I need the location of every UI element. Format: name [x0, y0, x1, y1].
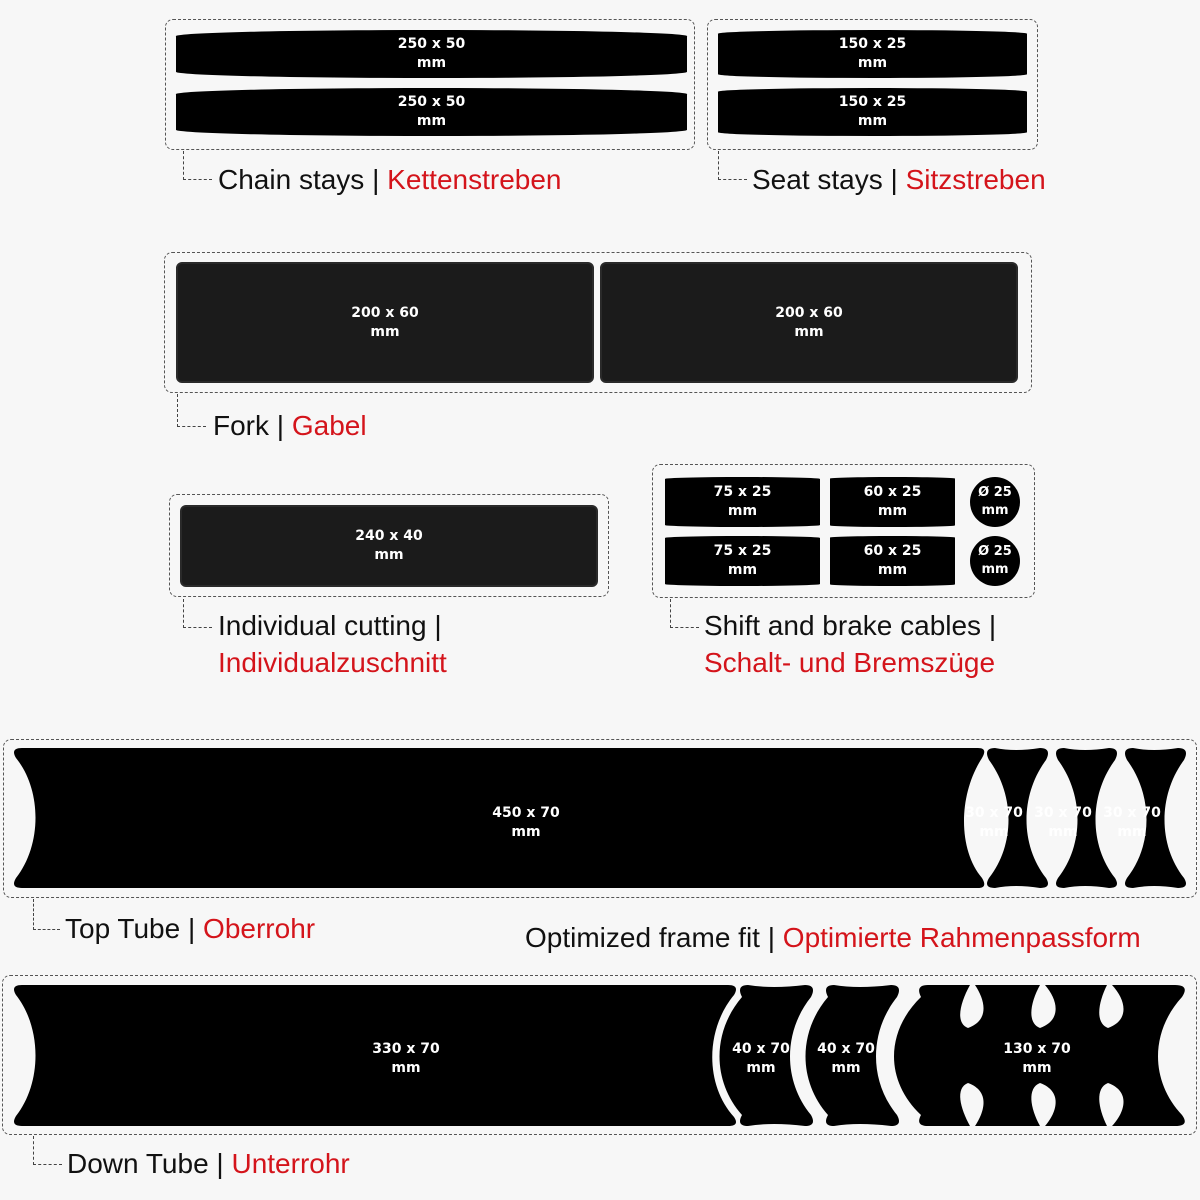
cables-label: Shift and brake cables | — [704, 610, 997, 641]
down-tube-leader — [33, 1136, 62, 1165]
piece-unit: mm — [727, 562, 758, 578]
piece-size: Ø 25 — [978, 485, 1012, 500]
piece-size: 75 x 25 — [713, 543, 772, 559]
piece-size: 150 x 25 — [838, 36, 907, 52]
piece-unit: mm — [981, 503, 1009, 518]
piece-size: Ø 25 — [978, 544, 1012, 559]
piece-size: 75 x 25 — [713, 484, 772, 500]
cables-label-de: Schalt- und Bremszüge — [704, 647, 996, 678]
frame-fit-label: Optimized frame fit | Optimierte Rahmenpassform — [525, 922, 1141, 953]
seat-stays-label: Seat stays | Sitzstreben — [752, 164, 1046, 195]
piece-size: 150 x 25 — [838, 94, 907, 110]
piece-size: 240 x 40 — [355, 528, 423, 544]
piece-unit: mm — [877, 562, 908, 578]
top-tube-small-text-2: 30 x 70 mm — [1034, 805, 1092, 840]
down-tube-label: Down Tube | Unterrohr — [67, 1148, 350, 1179]
piece-unit: mm — [416, 113, 447, 129]
piece-unit: mm — [374, 547, 404, 563]
piece-unit: mm — [794, 323, 824, 340]
chain-stays-label: Chain stays | Kettenstreben — [218, 164, 562, 195]
individual-label-de: Individualzuschnitt — [218, 647, 447, 678]
piece-unit: mm — [857, 113, 888, 129]
piece-unit: mm — [370, 323, 400, 340]
piece-size: 200 x 60 — [351, 304, 419, 321]
top-tube-small-text-3: 30 x 70 mm — [1103, 805, 1161, 840]
top-tube-small-text-1: 30 x 70 mm — [965, 805, 1023, 840]
piece-unit: mm — [416, 55, 447, 71]
fork-label: Fork | Gabel — [213, 410, 367, 441]
down-tube-large-text: 130 x 70 mm — [1003, 1041, 1071, 1076]
piece-size: 250 x 50 — [397, 36, 466, 52]
down-tube-small-text-2: 40 x 70 mm — [817, 1041, 875, 1076]
piece-unit: mm — [981, 562, 1009, 577]
down-tube-small-text-1: 40 x 70 mm — [732, 1041, 790, 1076]
piece-unit: mm — [727, 503, 758, 519]
piece-unit: mm — [877, 503, 908, 519]
top-tube-main-text: 450 x 70 mm — [492, 805, 560, 840]
individual-label: Individual cutting | — [218, 610, 442, 641]
top-tube-leader — [33, 899, 60, 930]
piece-size: 60 x 25 — [863, 484, 922, 500]
piece-size: 250 x 50 — [397, 94, 466, 110]
piece-size: 200 x 60 — [775, 304, 843, 321]
top-tube-label: Top Tube | Oberrohr — [65, 913, 316, 944]
piece-unit: mm — [857, 55, 888, 71]
down-tube-main-text: 330 x 70 mm — [372, 1041, 440, 1076]
piece-size: 60 x 25 — [863, 543, 922, 559]
